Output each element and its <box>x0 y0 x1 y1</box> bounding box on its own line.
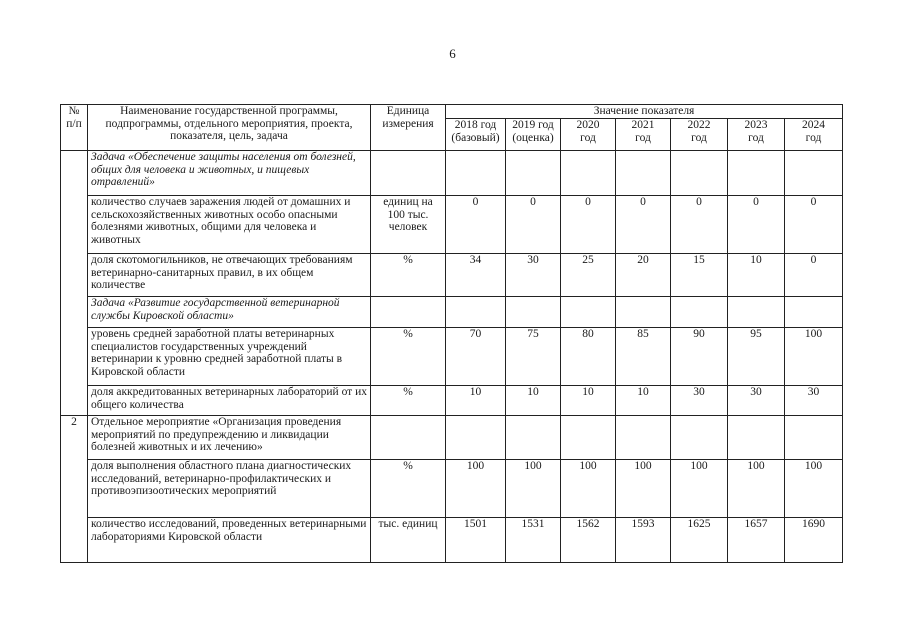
year-note: год <box>635 131 651 144</box>
row-name: Задача «Обеспечение защиты населения от болезней, общих для человека и животных, и пищевых отравлений» <box>88 151 371 196</box>
header-year-2 <box>561 119 616 151</box>
row-value: 90 <box>671 328 728 386</box>
year-note: (базовый) <box>451 131 500 144</box>
row-value <box>671 151 728 196</box>
row-value: 100 <box>446 460 506 518</box>
row-name: количество случаев заражения людей от домашних и сельскохозяйственных животных особо опасными болезнями животных, общими для человека и животных <box>88 196 371 254</box>
row-name: количество исследований, проведенных ветеринарными лабораториями Кировской области <box>88 518 371 563</box>
row-value: 30 <box>671 386 728 416</box>
row-value: 100 <box>616 460 671 518</box>
row-value: 85 <box>616 328 671 386</box>
header-year-6 <box>785 119 843 151</box>
row-value: 100 <box>671 460 728 518</box>
row-unit: % <box>371 386 446 416</box>
row-value: 70 <box>446 328 506 386</box>
indicators-table <box>60 104 843 563</box>
row-value: 100 <box>561 460 616 518</box>
row-value <box>785 416 843 460</box>
row-name: уровень средней заработной платы ветеринарных специалистов государственных учреждений ветеринарии к уровню средней заработной платы в Кировской области <box>88 328 371 386</box>
row-value: 75 <box>506 328 561 386</box>
row-value: 100 <box>728 460 785 518</box>
table-row <box>61 254 843 297</box>
table-row <box>61 416 843 460</box>
row-value: 1593 <box>616 518 671 563</box>
row-value: 95 <box>728 328 785 386</box>
row-value: 0 <box>785 254 843 297</box>
table-row <box>61 196 843 254</box>
row-value <box>728 416 785 460</box>
year-note: год <box>805 131 822 144</box>
row-unit: % <box>371 460 446 518</box>
year-note: год <box>691 131 707 144</box>
row-value: 34 <box>446 254 506 297</box>
year-label: 2024 <box>802 119 826 131</box>
row-value: 1562 <box>561 518 616 563</box>
year-label: 2019 год <box>512 119 554 131</box>
row-value <box>506 416 561 460</box>
row-value: 0 <box>561 196 616 254</box>
year-note: (оценка) <box>512 131 554 144</box>
year-note: год <box>580 131 596 144</box>
table-row <box>61 328 843 386</box>
header-year-3 <box>616 119 671 151</box>
row-name: доля аккредитованных ветеринарных лабораторий от их общего количества <box>88 386 371 416</box>
header-values: Значение показателя <box>446 105 843 119</box>
row-value: 0 <box>728 196 785 254</box>
row-value <box>616 151 671 196</box>
year-label: 2021 <box>631 119 655 131</box>
row-value: 10 <box>446 386 506 416</box>
row-value: 10 <box>616 386 671 416</box>
table-row <box>61 386 843 416</box>
page-number: 6 <box>449 46 456 61</box>
row-value: 0 <box>785 196 843 254</box>
row-value: 25 <box>561 254 616 297</box>
row-value: 100 <box>506 460 561 518</box>
row-unit: % <box>371 254 446 297</box>
row-value <box>728 297 785 328</box>
year-label: 2023 <box>744 119 768 131</box>
row-value <box>506 151 561 196</box>
row-value: 1657 <box>728 518 785 563</box>
row-value: 30 <box>785 386 843 416</box>
row-value: 1690 <box>785 518 843 563</box>
header-year-0 <box>446 119 506 151</box>
row-value: 0 <box>506 196 561 254</box>
header-year-1 <box>506 119 561 151</box>
row-value <box>728 151 785 196</box>
year-label: 2022 <box>687 119 711 131</box>
row-value: 80 <box>561 328 616 386</box>
row-value <box>506 297 561 328</box>
row-value: 10 <box>506 386 561 416</box>
row-value: 20 <box>616 254 671 297</box>
row-value: 10 <box>728 254 785 297</box>
row-value: 0 <box>616 196 671 254</box>
row-value: 30 <box>728 386 785 416</box>
row-value <box>561 297 616 328</box>
table-row <box>61 297 843 328</box>
header-name: Наименование государственной программы, подпрограммы, отдельного мероприятия, проекта, показателя, цель, задача <box>88 105 371 151</box>
table-row <box>61 460 843 518</box>
row-name: Задача «Развитие государственной ветеринарной службы Кировской области» <box>88 297 371 328</box>
row-value: 15 <box>671 254 728 297</box>
year-label: 2020 <box>576 119 600 131</box>
row-value <box>446 151 506 196</box>
row-value <box>561 416 616 460</box>
row-unit <box>371 151 446 196</box>
header-year-5 <box>728 119 785 151</box>
row-value <box>671 416 728 460</box>
table-row <box>61 518 843 563</box>
row-number <box>61 151 88 416</box>
row-value: 0 <box>671 196 728 254</box>
year-note: год <box>748 131 764 144</box>
row-name: доля выполнения областного плана диагностических исследований, ветеринарно-профилактических и противоэпизоотических мероприятий <box>88 460 371 518</box>
row-value <box>785 297 843 328</box>
row-value: 1531 <box>506 518 561 563</box>
row-unit <box>371 416 446 460</box>
row-unit: единиц на 100 тыс. человек <box>371 196 446 254</box>
row-value: 30 <box>506 254 561 297</box>
row-value: 1625 <box>671 518 728 563</box>
row-value <box>785 151 843 196</box>
row-value: 100 <box>785 460 843 518</box>
row-value <box>446 416 506 460</box>
row-value <box>616 416 671 460</box>
header-num: № п/п <box>61 105 88 151</box>
row-value <box>446 297 506 328</box>
header-unit: Единица измерения <box>371 105 446 151</box>
row-unit: тыс. единиц <box>371 518 446 563</box>
row-unit: % <box>371 328 446 386</box>
header-year-4 <box>671 119 728 151</box>
row-name: доля скотомогильников, не отвечающих требованиям ветеринарно-санитарных правил, в их общем количестве <box>88 254 371 297</box>
table-row <box>61 151 843 196</box>
row-value: 1501 <box>446 518 506 563</box>
year-label: 2018 год <box>454 119 497 131</box>
row-value: 0 <box>446 196 506 254</box>
row-number: 2 <box>61 416 88 563</box>
row-name: Отдельное мероприятие «Организация проведения мероприятий по предупреждению и ликвидации болезней животных и их лечению» <box>88 416 371 460</box>
row-value: 10 <box>561 386 616 416</box>
row-unit <box>371 297 446 328</box>
row-value: 100 <box>785 328 843 386</box>
row-value <box>616 297 671 328</box>
row-value <box>671 297 728 328</box>
row-value <box>561 151 616 196</box>
